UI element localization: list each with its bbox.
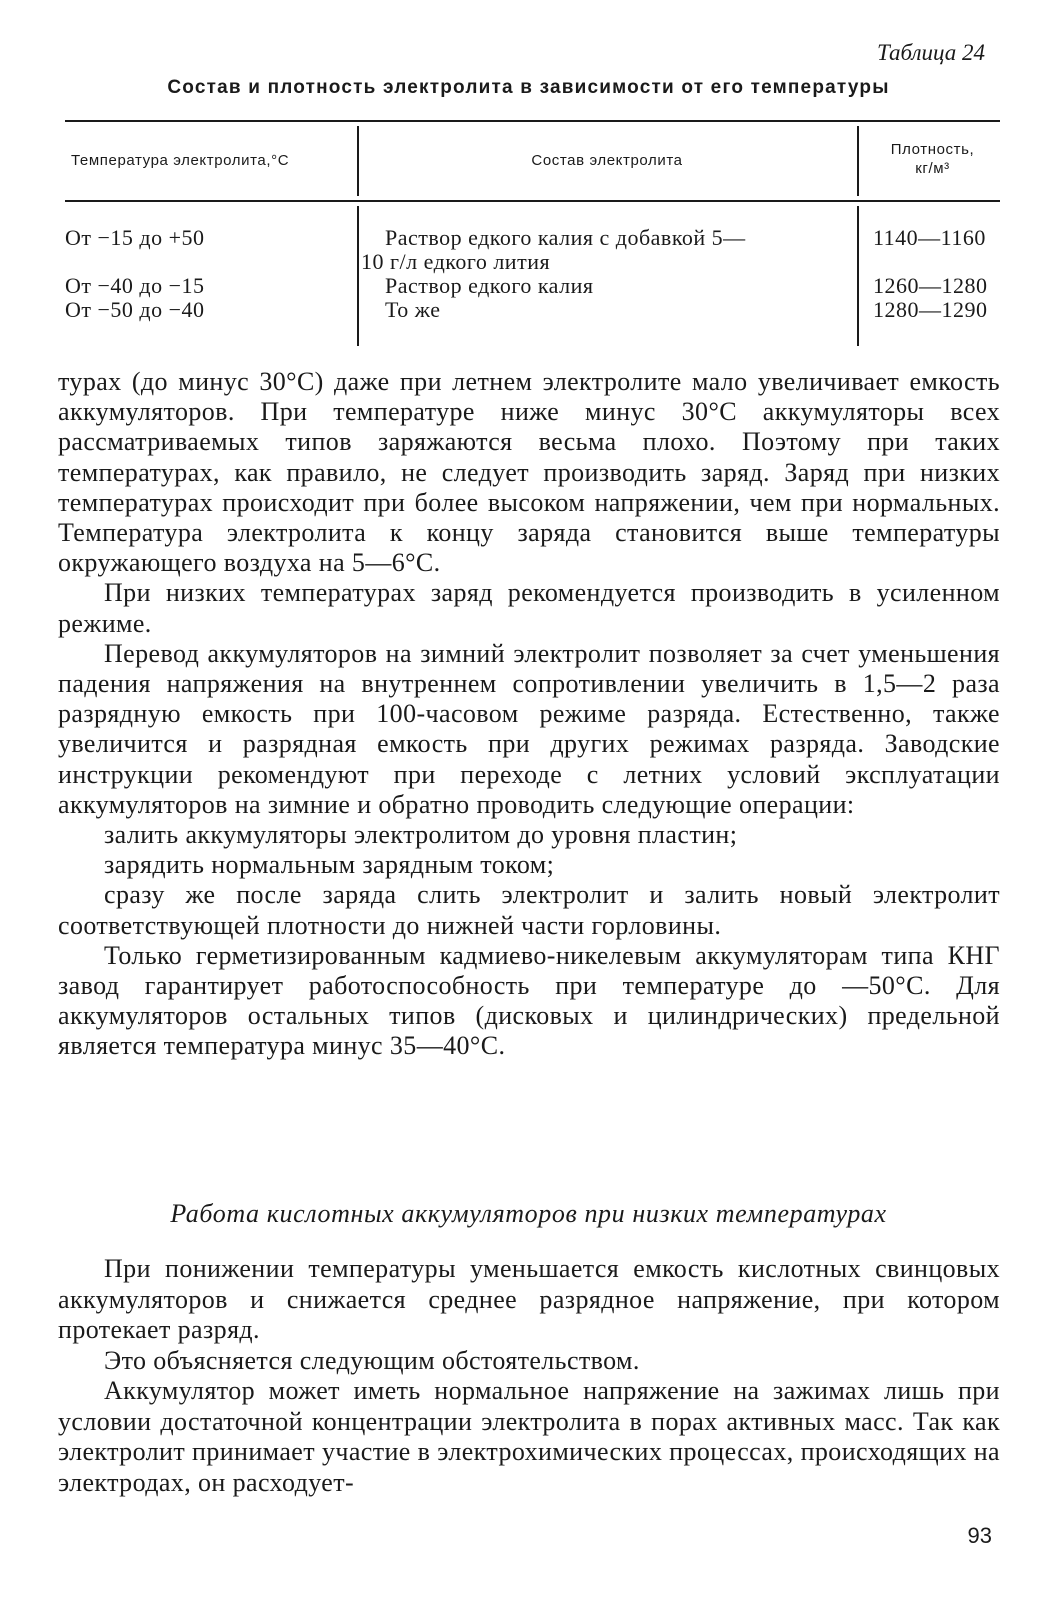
paragraph: Аккумулятор может иметь нормальное напряжение на зажимах лишь при условии достаточной концентрации электролита в порах активных масс. Так как электролит принимает участие в электрохимических процессах, происходящих на электродах, он расходует-: [58, 1376, 1000, 1497]
body-text-section: [58, 1254, 1000, 1498]
row1-temperature: От −15 до +50: [65, 225, 205, 250]
header-composition: Состав электролита: [531, 152, 683, 169]
table-title: Состав и плотность электролита в зависимости от его температуры: [167, 77, 890, 98]
page-number: 93: [967, 1523, 992, 1548]
row2-temperature: От −40 до −15: [65, 273, 205, 298]
list-item: зарядить нормальным зарядным током;: [104, 850, 555, 880]
list-item: сразу же после заряда слить электролит и залить новый электролит соответствующей плотности до нижней части горловины.: [58, 880, 1000, 940]
row1-composition-line1: Раствор едкого калия с добавкой 5—: [385, 225, 746, 250]
paragraph: Это объясняется следующим обстоятельством.: [104, 1345, 640, 1375]
paragraph: турах (до минус 30°С) даже при летнем электролите мало увеличивает емкость аккумуляторов. При температуре ниже минус 30°С аккумуляторы всех рассматриваемых типов заряжаются весьма плохо. Поэтому при таких температурах, как правило, не следует производить заряд. Заряд при низких температурах происходит при более высоком напряжении, чем при нормальных. Температура электролита к концу заряда становится выше температуры окружающего воздуха на 5—6°С.: [58, 367, 1000, 578]
header-density: [865, 140, 1000, 178]
table-top-rule: [65, 120, 1000, 122]
row3-temperature: От −50 до −40: [65, 297, 205, 322]
body-text: [58, 367, 1000, 1062]
electrolyte-table: [65, 120, 1000, 350]
column-divider: [357, 126, 359, 196]
row2-density: 1260—1280: [873, 273, 988, 298]
row3-composition: То же: [385, 297, 441, 322]
paragraph: При понижении температуры уменьшается емкость кислотных свинцовых аккумуляторов и снижается среднее разрядное напряжение, при котором протекает разряд.: [58, 1254, 1000, 1344]
column-divider: [857, 126, 859, 196]
header-temperature: Температура электролита,°С: [71, 152, 290, 169]
row3-density: 1280—1290: [873, 297, 988, 322]
row1-composition-line2: 10 г/л едкого лития: [361, 249, 551, 274]
row1-density: 1140—1160: [873, 225, 986, 250]
table-header-rule: [65, 200, 1000, 202]
column-divider: [857, 206, 859, 346]
header-density-line2: кг/м³: [915, 160, 950, 177]
table-number-label: Таблица 24: [876, 40, 985, 65]
paragraph: Перевод аккумуляторов на зимний электролит позволяет за счет уменьшения падения напряжения на внутреннем сопротивлении увеличить в 1,5—2 раза разрядную емкость при 100-часовом режиме разряда. Естественно, также увеличится и разрядная емкость при других режимах разряда. Заводские инструкции рекомендуют при переходе с летних условий эксплуатации аккумуляторов на зимние и обратно проводить следующие операции:: [58, 638, 1000, 819]
section-heading: Работа кислотных аккумуляторов при низких температурах: [170, 1199, 887, 1228]
paragraph: При низких температурах заряд рекомендуется производить в усиленном режиме.: [58, 578, 1000, 638]
row2-composition: Раствор едкого калия: [385, 273, 594, 298]
header-density-line1: Плотность,: [890, 141, 975, 158]
paragraph: Только герметизированным кадмиево-никелевым аккумуляторам типа КНГ завод гарантирует работоспособность при температуре до —50°С. Для аккумуляторов остальных типов (дисковых и цилиндрических) предельной является температура минус 35—40°С.: [58, 940, 1000, 1061]
column-divider: [357, 206, 359, 346]
list-item: залить аккумуляторы электролитом до уровня пластин;: [104, 820, 738, 850]
